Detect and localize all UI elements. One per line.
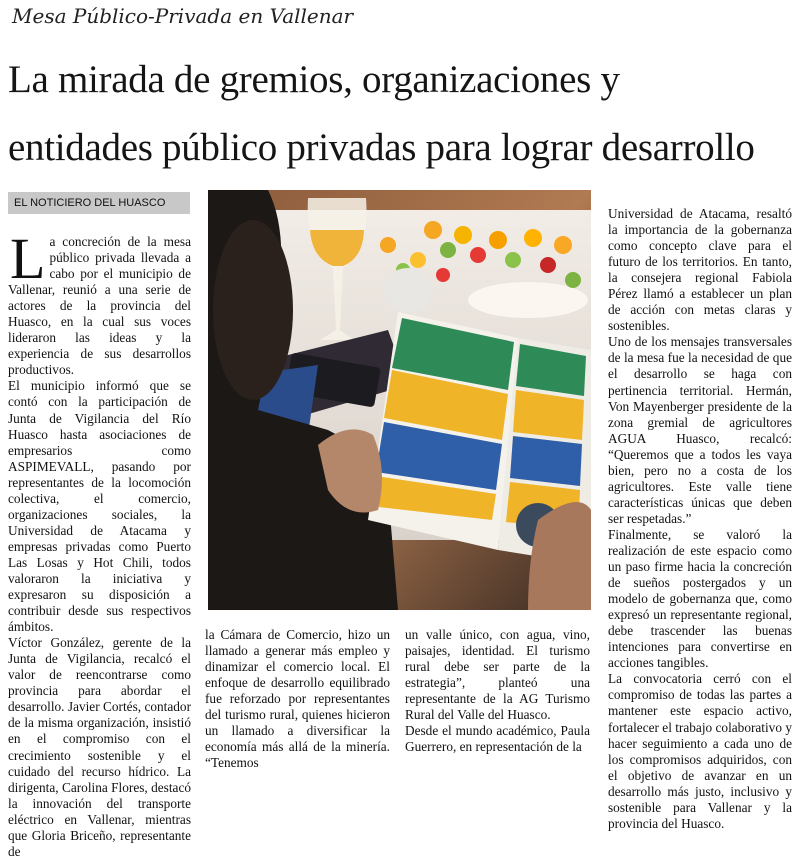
source-label: EL NOTICIERO DEL HUASCO: [8, 192, 190, 214]
paragraph-4: la Cámara de Comercio, hizo un llamado a generar más empleo y dinamizar el comercio local. El enfoque de desarrollo equilibrado fue reforzado por representantes del turismo rural, quienes hicieron un llamado a diversificar la economía más allá de la minería. “Tenemos: [205, 627, 390, 771]
paragraph-6: Desde el mundo académico, Paula Guerrero, en representación de la: [405, 723, 590, 755]
article-headline: [8, 46, 798, 182]
paragraph-1: [8, 226, 191, 378]
paragraph-8: Uno de los mensajes transversales de la mesa fue la necesidad de que el desarrollo se haga con pertinencia territorial. Hermán, Von Mayenberger presidente de la zona gremial de agricultores AGUA Huasco, recalcó: “Queremos que a todos les vaya bien, pero no a costa de los agricultores. Este valle tiene características únicas que deben ser respetadas.”: [608, 334, 792, 526]
paragraph-7: Universidad de Atacama, resaltó la importancia de la gobernanza como concepto clave para el futuro de los territorios. En tanto, la consejera regional Fabiola Pérez llamó a establecer un plan de acción con metas claras y sostenibles.: [608, 206, 792, 334]
paragraph-3: Víctor González, gerente de la Junta de Vigilancia, recalcó el valor de reencontrarse como provincia para abordar el desarrollo. Javier Cortés, contador de la misma organización, insistió en el compromiso con el crecimiento sostenible y el cuidado del recurso hídrico. La dirigenta, Carolina Flores, destacó la innovación del transporte eléctrico en Vallenar, mientras que Gloria Briceño, representante de: [8, 635, 191, 859]
column-1: [8, 226, 191, 860]
headline-line-2: entidades público privadas para lograr desarrollo: [8, 126, 755, 169]
column-3: [205, 627, 390, 771]
paragraph-2: El municipio informó que se contó con la participación de Junta de Vigilancia del Río Huasco hasta asociaciones de empresarios como ASPIMEVALL, pasando por representantes de la locomoción colectiva, el comercio, organizaciones sociales, la Universidad de Atacama y empresas privadas como Puerto Las Losas y Hot Chili, todos valoraron la iniciativa y expresaron su disposición a contribuir desde sus respectivos ámbitos.: [8, 378, 191, 635]
paragraph-5: un valle único, con agua, vino, paisajes, identidad. El turismo rural debe ser parte de la estrategia”, planteó una representante de la AG Turismo Rural del Valle del Huasco.: [405, 627, 590, 723]
headline-line-1: La mirada de gremios, organizaciones y: [8, 58, 620, 101]
drop-cap: L: [10, 226, 46, 291]
paragraph-9: Finalmente, se valoró la realización de este espacio como un paso firme hacia la concreción de sueños postergados y un modelo de gobernanza que, como expresó un representante regional, debe trascender las buenas intenciones para convertirse en acciones tangibles.: [608, 526, 792, 671]
photo-illustration: [208, 190, 591, 610]
article-kicker: Mesa Público-Privada en Vallenar: [12, 4, 354, 28]
column-5: [608, 206, 792, 832]
column-4: [405, 627, 590, 755]
paragraph-10: La convocatoria cerró con el compromiso de todas las partes a mantener este espacio activo, fortalecer el trabajo colaborativo y hacer seguimiento a cada uno de los compromisos adquiridos, con el objetivo de avanzar en un desarrollo más justo, inclusivo y sostenible para Vallenar y la provincia del Huasco.: [608, 671, 792, 831]
paragraph-1-text: a concreción de la mesa público privada llevada a cabo por el municipio de Vallenar, reunió a una serie de actores de la provincia del Huasco, en la cual sus voces lideraron las ideas y la experiencia de sus desarrollos productivos.: [8, 234, 191, 378]
article-photo: [208, 190, 591, 610]
